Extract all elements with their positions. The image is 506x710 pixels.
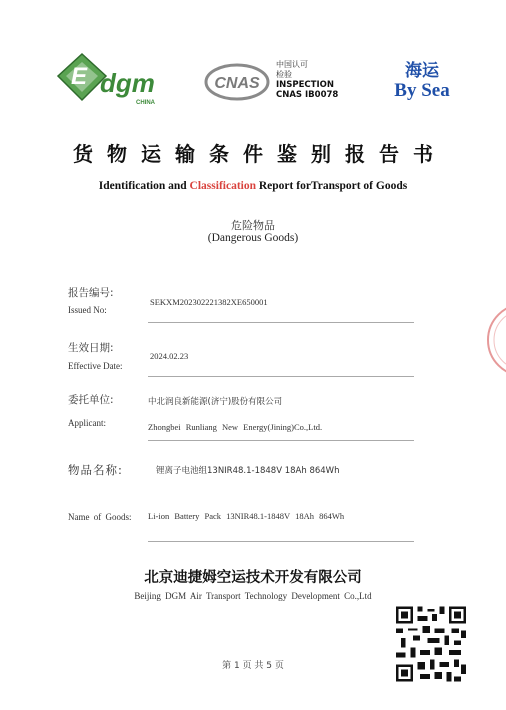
page-number: 第 1 页 共 5 页 — [222, 661, 284, 671]
document-title-en — [0, 180, 506, 192]
cnas-accreditation-text — [276, 60, 338, 100]
issuer-company-cn: 北京迪捷姆空运技术开发有限公司 — [144, 570, 362, 586]
cnas-cn-line2: 检验 — [276, 70, 292, 79]
transport-mode-en: By Sea — [394, 80, 450, 101]
date-label-en: Effective Date: — [68, 361, 123, 371]
goods-label-en: Name of Goods: — [68, 512, 132, 522]
edgm-logo-icon — [56, 50, 166, 112]
svg-text:E: E — [71, 63, 88, 90]
edgm-logo-text: dgm — [100, 68, 155, 98]
date-label-cn: 生效日期: — [68, 342, 114, 354]
red-seal-icon — [484, 300, 506, 380]
cnas-en-line1: INSPECTION — [276, 80, 334, 90]
transport-mode-cn: 海运 — [405, 61, 439, 81]
date-value: 2024.02.23 — [150, 351, 189, 361]
cnas-logo-text: CNAS — [214, 75, 260, 92]
goods-category-en: (Dangerous Goods) — [207, 232, 299, 244]
edgm-logo-sub: CHINA — [136, 100, 155, 106]
applicant-value-cn: 中北润良新能源(济宁)股份有限公司 — [148, 397, 283, 407]
title-en-part3: Report forTransport of Goods — [256, 180, 408, 192]
cnas-logo-icon — [204, 62, 270, 102]
report-no-value: SEKXM202302221382XE650001 — [150, 297, 268, 307]
report-no-label-cn: 报告编号: — [68, 287, 114, 299]
report-no-divider — [148, 322, 414, 323]
goods-category-cn: 危险物品 — [231, 219, 275, 232]
applicant-label-en: Applicant: — [68, 418, 106, 428]
applicant-label-cn: 委托单位: — [68, 394, 114, 406]
cnas-en-line2: CNAS IB0078 — [276, 90, 339, 100]
issuer-company-en: Beijing DGM Air Transport Technology Development Co.,Ltd — [134, 591, 372, 601]
goods-value-cn: 锂离子电池组13NIR48.1-1848V 18Ah 864Wh — [156, 466, 340, 476]
date-divider — [148, 376, 414, 377]
title-en-part1: Identification and — [98, 180, 190, 192]
document-title-cn: 货物运输条件鉴别报告书 — [73, 142, 447, 166]
report-no-label-en: Issued No: — [68, 305, 107, 315]
goods-value-en: Li-ion Battery Pack 13NIR48.1-1848V 18Ah 864Wh — [148, 511, 345, 521]
applicant-divider — [148, 440, 414, 441]
cnas-cn-line1: 中国认可 — [276, 60, 308, 69]
applicant-value-en: Zhongbei Runliang New Energy(Jining)Co.,Ltd. — [148, 422, 323, 432]
goods-label-cn: 物品名称: — [68, 463, 123, 477]
goods-divider — [148, 541, 414, 542]
title-en-part2: Classification — [189, 180, 256, 192]
